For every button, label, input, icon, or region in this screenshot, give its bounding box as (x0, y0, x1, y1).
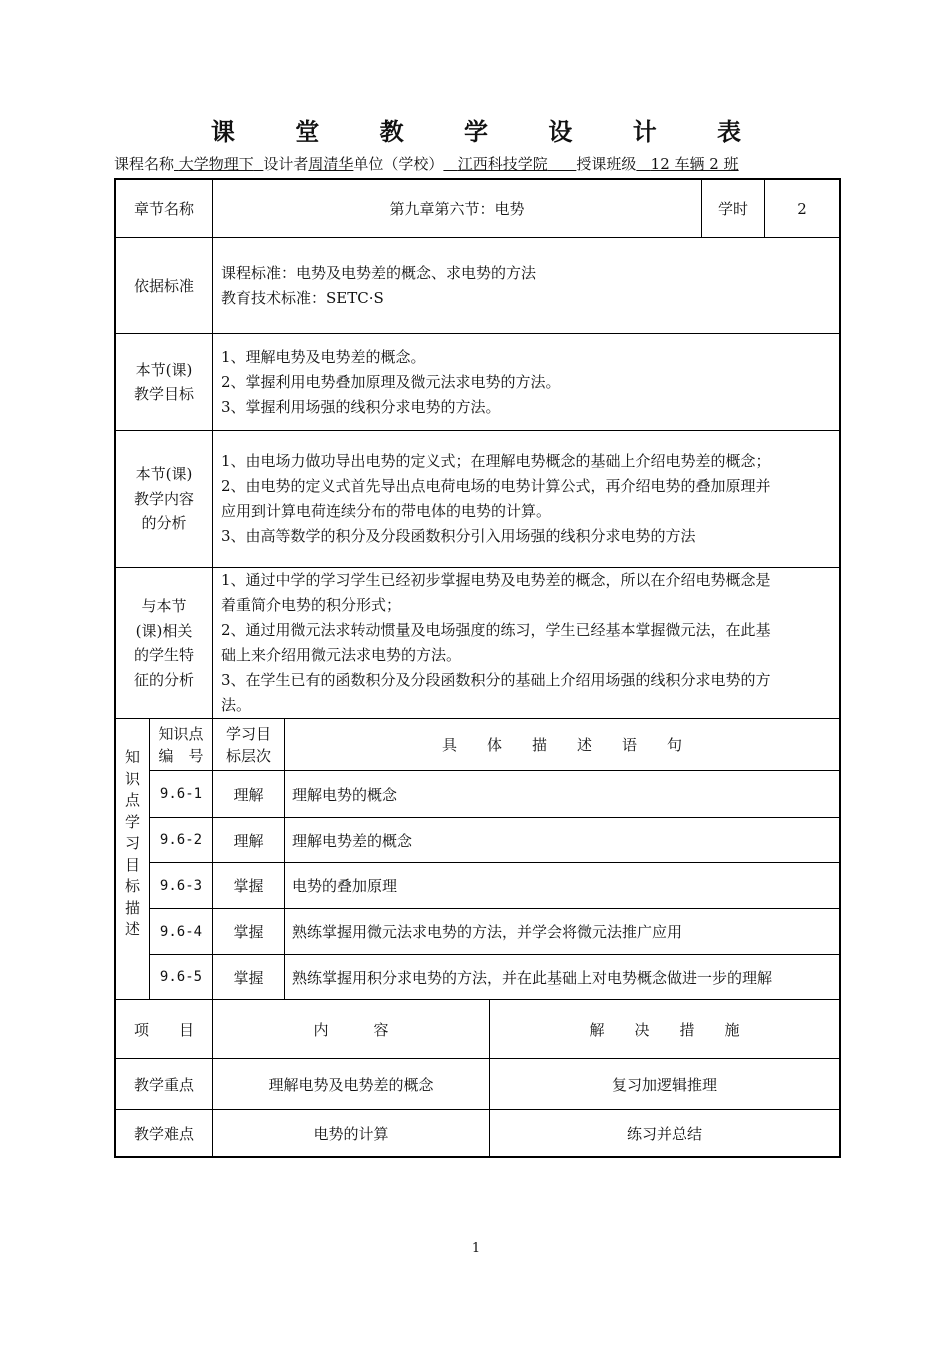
knowledge-desc-header: 具 体 描 述 语 句 (441, 736, 682, 754)
content-label (116, 431, 212, 567)
side-char: 目 (124, 855, 140, 874)
students-label-line: 征的分析 (133, 670, 194, 689)
summary-solution: 练习并总结 (626, 1124, 702, 1143)
content-label-line: 本节(课) (135, 465, 193, 484)
knowledge-level-header (213, 719, 284, 770)
side-char: 述 (124, 920, 140, 938)
content-line: 2、由电势的定义式首先导出点电荷电场的电势计算公式，再介绍电势的叠加原理并 (221, 477, 771, 495)
knowledge-level: 理解 (233, 785, 264, 804)
summary-item: 教学难点 (133, 1124, 194, 1143)
knowledge-desc: 电势的叠加原理 (292, 877, 398, 895)
knowledge-desc: 熟练掌握用积分求电势的方法，并在此基础上对电势概念做进一步的理解 (292, 968, 773, 987)
summary-content: 理解电势及电势差的概念 (268, 1075, 434, 1094)
knowledge-id: 9.6-5 (159, 969, 203, 985)
header-line: 学习目 (225, 724, 271, 743)
knowledge-id: 9.6-2 (159, 832, 203, 848)
students-line: 础上来介绍用微元法求电势的方法。 (221, 646, 462, 664)
header-line: 标层次 (225, 746, 271, 765)
side-char: 标 (124, 877, 140, 895)
summary-solution-header: 解 决 措 施 (589, 1020, 740, 1039)
designer-label: 设计者 (263, 155, 309, 173)
chapter-label: 章节名称 (133, 200, 194, 218)
class-value: 12 车辆 2 班 (650, 155, 739, 173)
side-char: 描 (124, 898, 140, 917)
unit-label: 单位（学校） (353, 155, 444, 173)
side-char: 学 (124, 812, 140, 831)
side-char: 习 (124, 834, 140, 852)
header-line: 知识点 (158, 724, 204, 743)
class-label: 授课班级 (576, 155, 637, 173)
standard-line: 课程标准：电势及电势差的概念、求电势的方法 (221, 263, 537, 282)
goal-line: 1、理解电势及电势差的概念。 (221, 347, 426, 366)
goals-label (116, 334, 212, 430)
students-line: 2、通过用微元法求转动惯量及电场强度的练习，学生已经基本掌握微元法，在此基 (221, 621, 771, 639)
content-text (213, 431, 839, 567)
knowledge-side-label (116, 719, 149, 999)
knowledge-level: 理解 (233, 831, 264, 850)
knowledge-id-header (150, 719, 212, 770)
summary-content: 电势的计算 (313, 1124, 389, 1143)
course-name-value: 大学物理下 (178, 155, 254, 173)
knowledge-level: 掌握 (233, 923, 264, 941)
content-label-line: 教学内容 (133, 489, 194, 508)
hours-label: 学时 (717, 200, 748, 218)
header-line: 编 号 (158, 746, 204, 765)
summary-content-header: 内 容 (313, 1020, 389, 1039)
side-char: 点 (124, 791, 140, 809)
students-line: 1、通过中学的学习学生已经初步掌握电势及电势差的概念，所以在介绍电势概念是 (221, 571, 771, 589)
students-label-line: 的学生特 (133, 646, 194, 664)
designer-value: 周清华 (308, 155, 354, 173)
goals-text (213, 334, 839, 430)
side-char: 识 (124, 769, 140, 788)
knowledge-id: 9.6-1 (159, 786, 203, 802)
page-title: 课 堂 教 学 设 计 表 (210, 117, 768, 146)
page-number: 1 (471, 1241, 481, 1256)
students-label-line: 与本节 (141, 597, 187, 615)
chapter-value: 第九章第六节：电势 (389, 200, 525, 218)
unit-value: 江西科技学院 (457, 155, 548, 173)
goal-line: 3、掌握利用场强的线积分求电势的方法。 (221, 397, 501, 416)
lesson-design-table (114, 178, 841, 1158)
knowledge-desc: 熟练掌握用微元法求电势的方法，并学会将微元法推广应用 (292, 923, 683, 941)
students-line: 着重简介电势的积分形式； (221, 596, 402, 614)
goals-label-line: 教学目标 (133, 385, 194, 403)
knowledge-level: 掌握 (233, 877, 264, 895)
content-line: 1、由电场力做功导出电势的定义式；在理解电势概念的基础上介绍电势差的概念； (221, 452, 771, 470)
goals-label-line: 本节(课) (135, 360, 193, 379)
knowledge-id: 9.6-3 (159, 877, 203, 894)
content-label-line: 的分析 (141, 514, 187, 533)
summary-solution: 复习加逻辑推理 (611, 1075, 717, 1094)
standard-line: 教育技术标准：SETC·S (221, 288, 384, 307)
students-line: 法。 (221, 696, 252, 714)
course-name-label: 课程名称 (114, 155, 175, 173)
content-line: 3、由高等数学的积分及分段函数积分引入用场强的线积分求电势的方法 (221, 527, 696, 545)
goal-line: 2、掌握利用电势叠加原理及微元法求电势的方法。 (221, 372, 561, 391)
hours-value: 2 (797, 199, 807, 218)
standard-text (213, 238, 839, 333)
knowledge-level: 掌握 (233, 968, 264, 987)
knowledge-desc: 理解电势差的概念 (292, 831, 413, 850)
students-label (116, 568, 212, 718)
students-text (213, 568, 839, 718)
summary-item-header: 项 目 (133, 1020, 194, 1039)
knowledge-desc: 理解电势的概念 (292, 785, 398, 804)
knowledge-id: 9.6-4 (159, 923, 203, 940)
content-line: 应用到计算电荷连续分布的带电体的电势的计算。 (221, 502, 552, 520)
students-label-line: (课)相关 (135, 621, 193, 640)
side-char: 知 (124, 748, 140, 766)
course-info-line (114, 153, 844, 174)
summary-item: 教学重点 (133, 1075, 194, 1094)
standard-label: 依据标准 (133, 277, 194, 295)
students-line: 3、在学生已有的函数积分及分段函数积分的基础上介绍用场强的线积分求电势的方 (221, 671, 771, 689)
